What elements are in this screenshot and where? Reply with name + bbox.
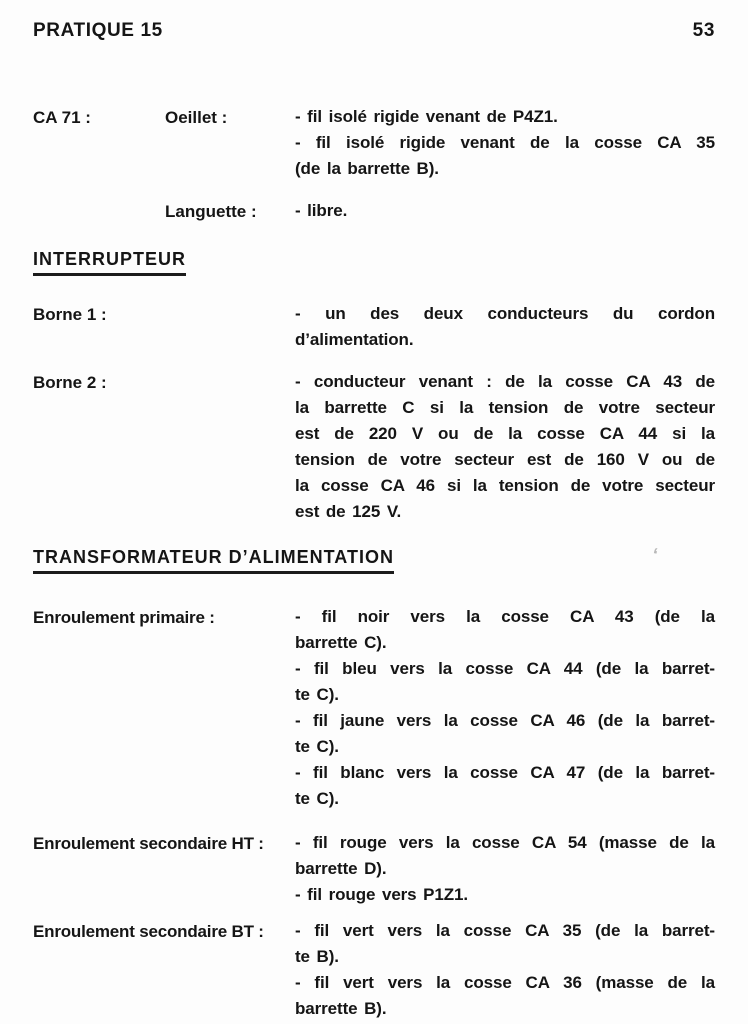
- page-header: [33, 20, 715, 42]
- text-line: - fil vert vers la cosse CA 35 (de la barret-: [295, 921, 715, 940]
- text-line: - fil isolé rigide venant de la cosse CA 35: [295, 133, 715, 152]
- text-line: - conducteur venant : de la cosse CA 43 de: [295, 372, 715, 391]
- primaire-description: [295, 604, 715, 812]
- section-heading-interrupteur: INTERRUPTEUR: [33, 249, 186, 276]
- text-line: (de la barrette B).: [295, 159, 439, 178]
- text-line: - fil rouge vers la cosse CA 54 (masse de la: [295, 833, 715, 852]
- bt-description: [295, 918, 715, 1022]
- row-borne1: [33, 301, 715, 353]
- languette-label: Languette :: [165, 202, 257, 221]
- page-number: 53: [692, 20, 715, 41]
- row-enroulement-secondaire-ht: [33, 830, 715, 908]
- row-enroulement-primaire: [33, 604, 715, 812]
- terminal-label: CA 71 :: [33, 108, 91, 127]
- scan-artifact: ‘: [649, 544, 660, 567]
- text-line: barrette D).: [295, 859, 387, 878]
- row-ca71-oeillet: [33, 104, 715, 182]
- text-line: est de 125 V.: [295, 502, 402, 521]
- ht-label: Enroulement secondaire HT :: [33, 834, 264, 853]
- text-line: barrette B).: [295, 999, 387, 1018]
- borne2-label: Borne 2 :: [33, 373, 107, 392]
- page-title: PRATIQUE 15: [33, 20, 163, 41]
- text-line: te C).: [295, 789, 339, 808]
- primaire-label: Enroulement primaire :: [33, 608, 215, 627]
- text-line: - fil noir vers la cosse CA 43 (de la: [295, 607, 715, 626]
- text-line: - fil isolé rigide venant de P4Z1.: [295, 107, 558, 126]
- text-line: - libre.: [295, 201, 348, 220]
- text-line: la cosse CA 46 si la tension de votre secteur: [295, 476, 715, 495]
- languette-description: [295, 198, 715, 224]
- ht-description: [295, 830, 715, 908]
- text-line: te B).: [295, 947, 339, 966]
- text-line: - fil vert vers la cosse CA 36 (masse de la: [295, 973, 715, 992]
- text-line: - fil rouge vers P1Z1.: [295, 885, 469, 904]
- section-heading-transformateur: TRANSFORMATEUR D’ALIMENTATION: [33, 547, 394, 574]
- section-interrupteur: [33, 249, 715, 276]
- section-transformateur: [33, 544, 715, 574]
- text-line: la barrette C si la tension de votre secteur: [295, 398, 715, 417]
- borne1-label: Borne 1 :: [33, 305, 107, 324]
- row-borne2: [33, 369, 715, 525]
- row-enroulement-secondaire-bt: [33, 918, 715, 1022]
- borne1-description: [295, 301, 715, 353]
- bt-label: Enroulement secondaire BT :: [33, 922, 264, 941]
- text-line: te C).: [295, 737, 339, 756]
- text-line: te C).: [295, 685, 339, 704]
- row-ca71-languette: [33, 198, 715, 225]
- borne2-description: [295, 369, 715, 525]
- oeillet-description: [295, 104, 715, 182]
- text-line: tension de votre secteur est de 160 V ou de: [295, 450, 715, 469]
- text-line: barrette C).: [295, 633, 387, 652]
- oeillet-label: Oeillet :: [165, 108, 228, 127]
- text-line: - fil blanc vers la cosse CA 47 (de la barret-: [295, 763, 715, 782]
- text-line: - un des deux conducteurs du cordon: [295, 304, 715, 323]
- text-line: - fil bleu vers la cosse CA 44 (de la barret-: [295, 659, 715, 678]
- text-line: d’alimentation.: [295, 330, 414, 349]
- text-line: est de 220 V ou de la cosse CA 44 si la: [295, 424, 715, 443]
- text-line: - fil jaune vers la cosse CA 46 (de la barret-: [295, 711, 715, 730]
